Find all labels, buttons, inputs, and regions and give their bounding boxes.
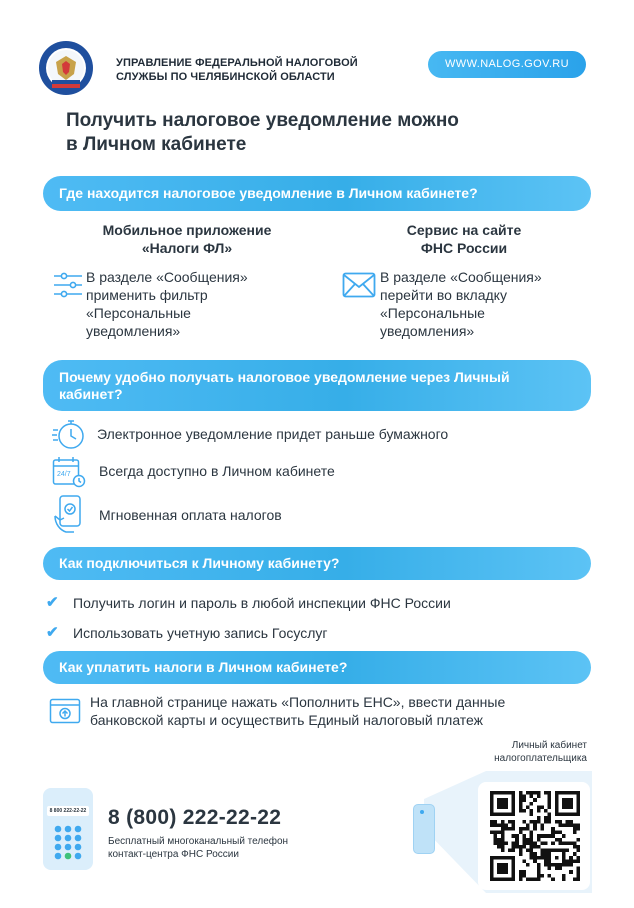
benefit-always-available: Всегда доступно в Личном кабинете [99, 463, 335, 479]
section-connect-banner [43, 547, 591, 580]
website-title-line2: ФНС России [420, 240, 508, 256]
qr-code[interactable] [478, 782, 590, 890]
calendar-24-7-icon [52, 456, 86, 493]
section-connect-title: Как подключиться к Личному кабинету? [59, 555, 340, 571]
hotline-description-line1: Бесплатный многоканальный телефон [108, 836, 289, 847]
stopwatch-icon [52, 418, 86, 455]
organization-name-line2: СЛУЖБЫ ПО ЧЕЛЯБИНСКОЙ ОБЛАСТИ [116, 71, 335, 83]
hotline-phone-number[interactable]: 8 (800) 222-22-22 [108, 806, 282, 829]
mobile-app-instructions [86, 268, 248, 340]
phone-illustration-screen: 8 800 222-22-22 [47, 806, 89, 816]
mobile-app-title-line2: «Налоги ФЛ» [141, 240, 233, 256]
phone-illustration [43, 788, 93, 870]
checkmark-icon: ✔ [46, 624, 59, 641]
calendar-24-7-label: 24/7 [57, 471, 71, 478]
section-why-title [59, 369, 510, 403]
envelope-icon [342, 272, 376, 303]
qr-caption [465, 739, 587, 765]
section-pay-banner [43, 651, 591, 684]
section-where-title: Где находится налоговое уведомление в Личном кабинете? [59, 185, 478, 201]
connect-option-inspection: Получить логин и пароль в любой инспекции ФНС России [73, 595, 451, 611]
connect-option-gosuslugi: Использовать учетную запись Госуслуг [73, 625, 328, 641]
website-instructions [380, 268, 542, 340]
qr-caption-line2: налогоплательщика [494, 753, 587, 764]
phone-payment-icon [52, 494, 84, 539]
fns-emblem-logo [38, 40, 94, 96]
hotline-description-line2: контакт-центра ФНС России [108, 849, 239, 860]
organization-name [116, 56, 358, 84]
wallet-deposit-icon [49, 698, 81, 729]
page-title-line2: в Личном кабинете [66, 134, 247, 155]
mobile-app-text-line1: В разделе «Сообщения» [86, 269, 248, 285]
checkmark-icon: ✔ [46, 594, 59, 611]
mobile-app-text-line2: применить фильтр [86, 287, 208, 303]
qr-caption-line1: Личный кабинет [511, 740, 587, 751]
website-text-line4: уведомления» [380, 323, 475, 339]
mobile-app-column-title [80, 221, 294, 257]
benefit-instant-payment: Мгновенная оплата налогов [99, 507, 282, 523]
payment-instructions [90, 693, 505, 729]
section-why-title-line1: Почему удобно получать налоговое уведомление через Личный [59, 368, 510, 385]
payment-instructions-line2: банковской карты и осуществить Единый налоговый платеж [90, 712, 484, 728]
filter-sliders-icon [53, 270, 83, 305]
scanning-phone-icon [413, 804, 435, 854]
website-text-line1: В разделе «Сообщения» [380, 269, 542, 285]
website-text-line2: перейти во вкладку [380, 287, 507, 303]
page-title-line1: Получить налоговое уведомление можно [66, 110, 459, 131]
website-title-line1: Сервис на сайте [406, 222, 522, 238]
website-link-button[interactable]: WWW.NALOG.GOV.RU [428, 51, 586, 78]
page-title [66, 109, 459, 157]
benefit-early-notice: Электронное уведомление придет раньше бумажного [97, 426, 449, 442]
section-why-banner [43, 360, 591, 411]
website-column-title [374, 221, 554, 257]
section-pay-title: Как уплатить налоги в Личном кабинете? [59, 659, 348, 675]
hotline-description [108, 835, 288, 861]
organization-name-line1: УПРАВЛЕНИЕ ФЕДЕРАЛЬНОЙ НАЛОГОВОЙ [116, 57, 358, 69]
mobile-app-text-line3: «Персональные [86, 305, 191, 321]
payment-instructions-line1: На главной странице нажать «Пополнить ЕНС», ввести данные [90, 694, 506, 710]
section-why-title-line2: кабинет? [59, 385, 123, 402]
section-where-banner [43, 176, 591, 211]
website-text-line3: «Персональные [380, 305, 485, 321]
mobile-app-title-line1: Мобильное приложение [102, 222, 272, 238]
mobile-app-text-line4: уведомления» [86, 323, 181, 339]
